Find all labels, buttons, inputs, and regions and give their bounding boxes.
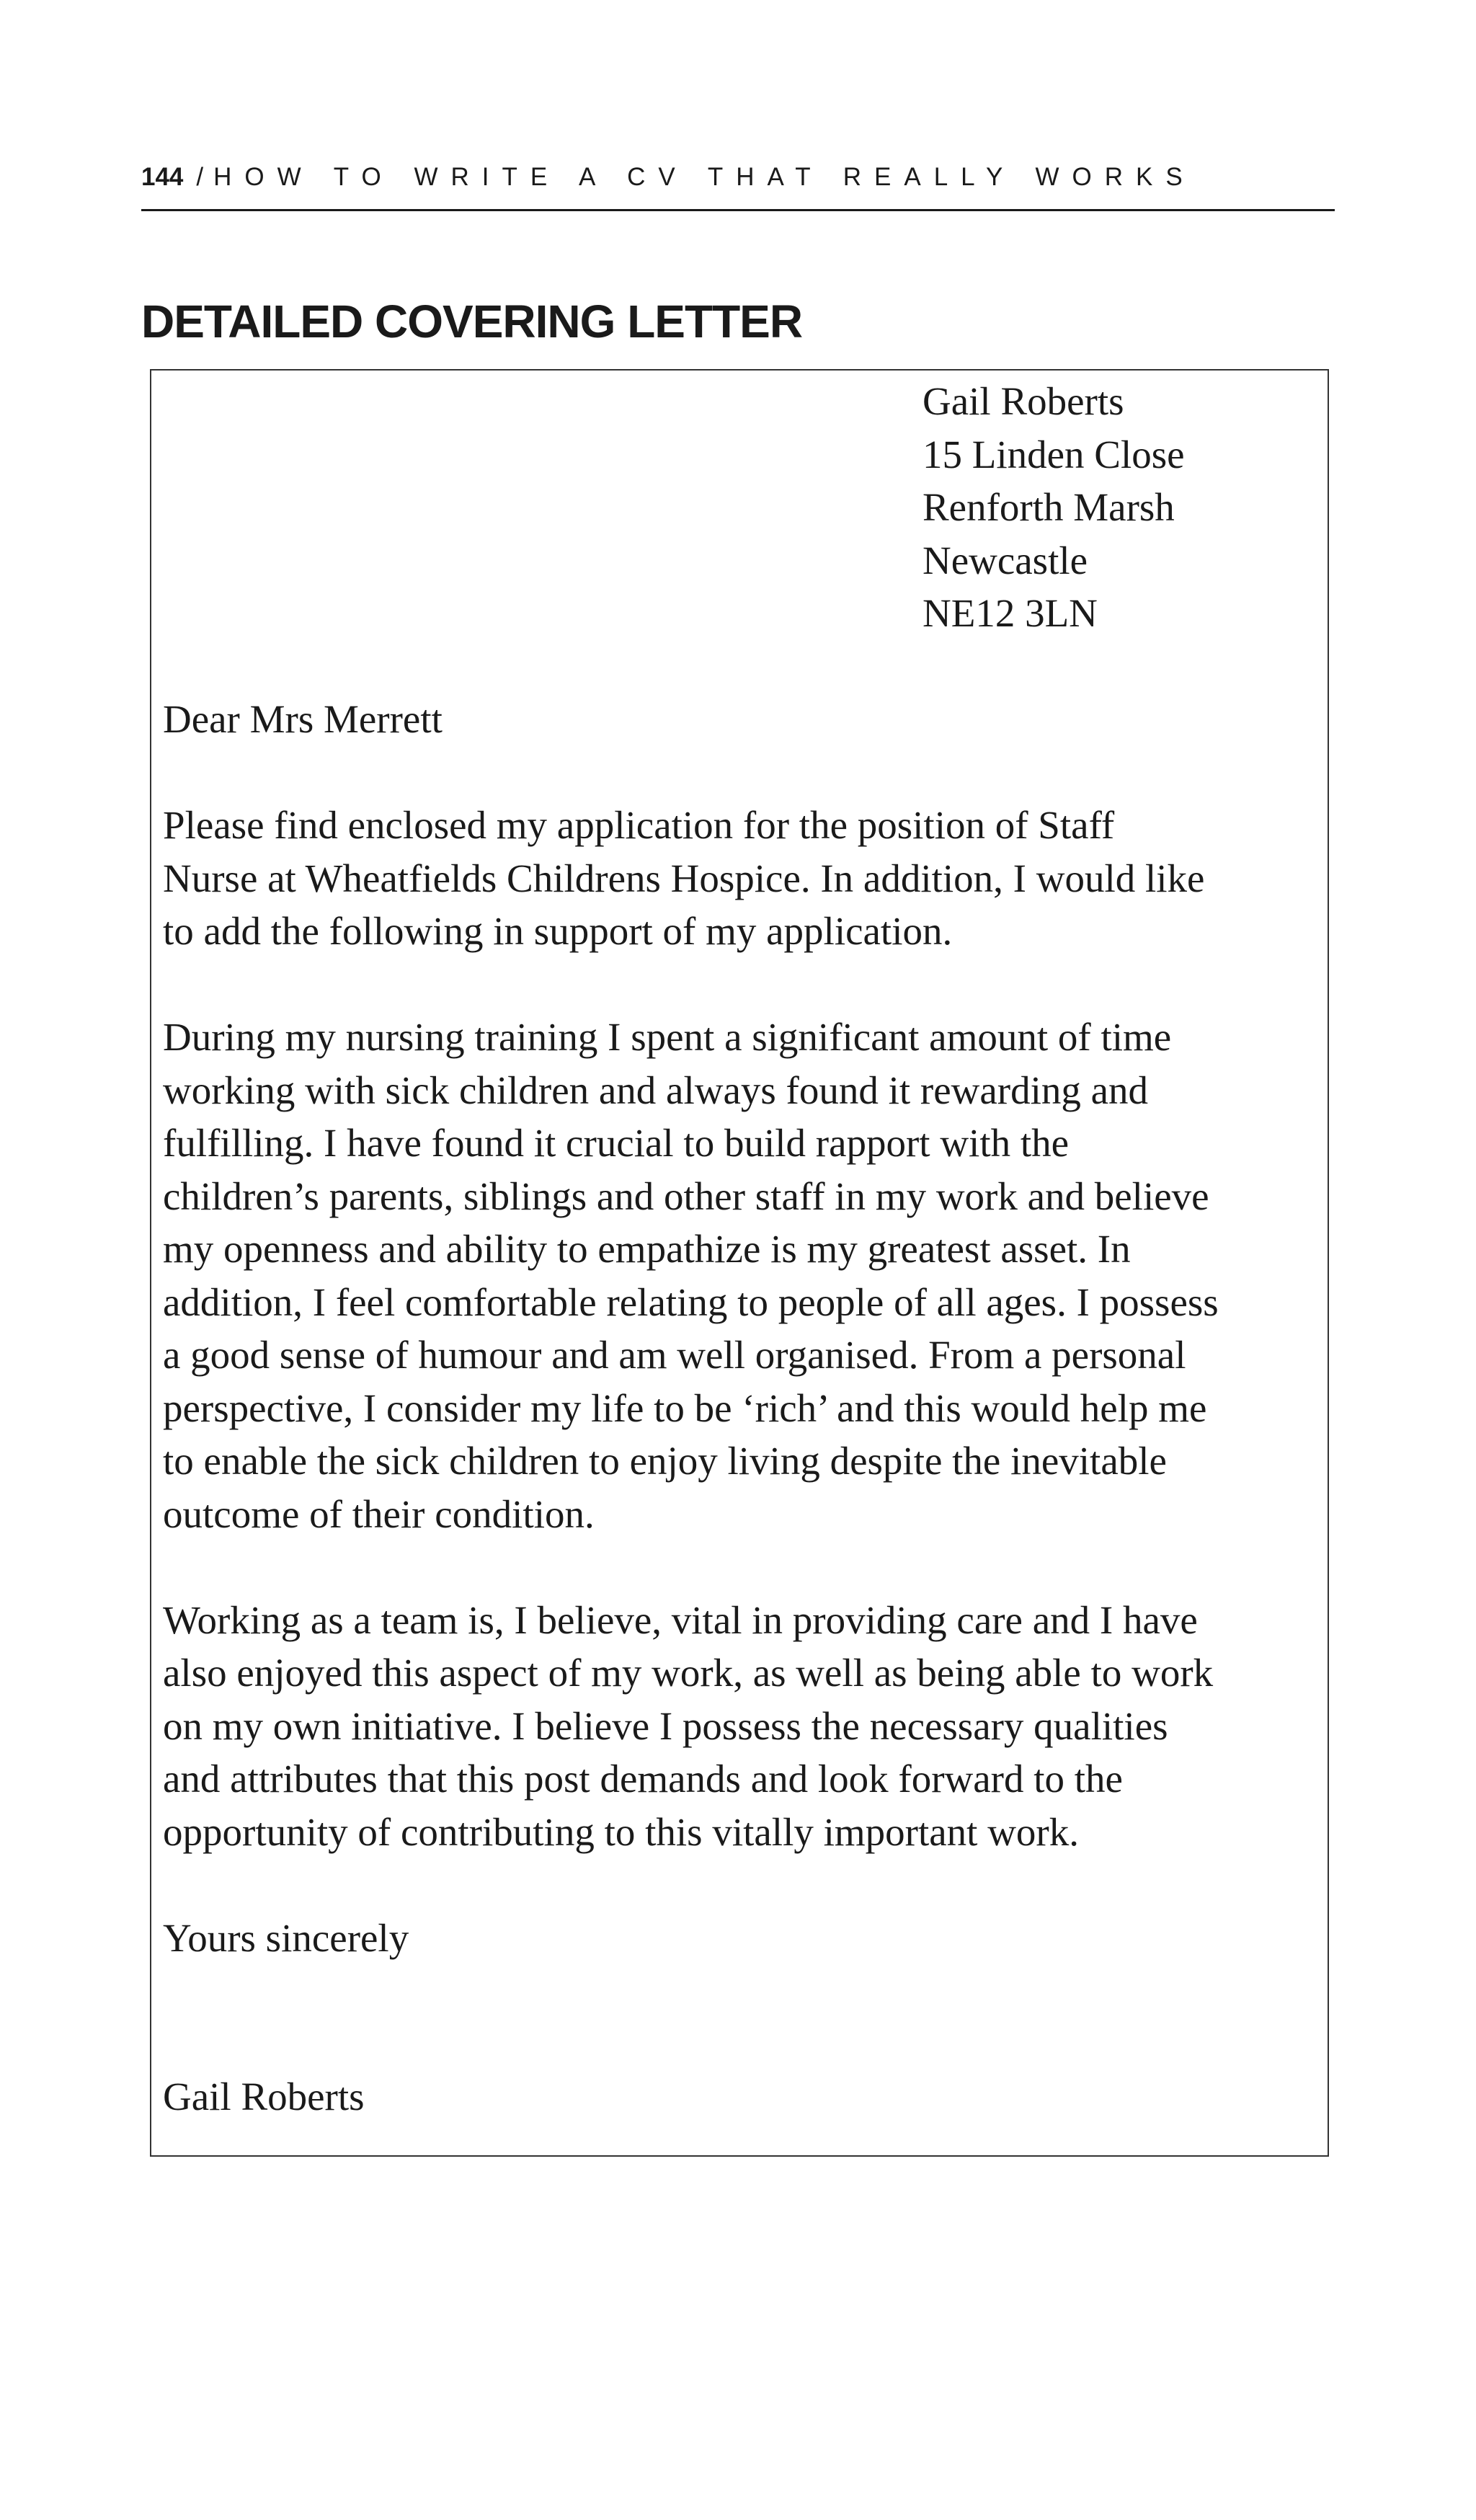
paragraph-line: Working as a team is, I believe, vital in providing care and I have <box>163 1597 1198 1642</box>
sender-address <box>922 375 1330 640</box>
paragraph-line: addition, I feel comfortable relating to people of all ages. I possess <box>163 1279 1219 1324</box>
salutation: Dear Mrs Merrett <box>163 697 443 741</box>
paragraph-line: working with sick children and always found it rewarding and <box>163 1068 1149 1112</box>
paragraph-line: fulfilling. I have found it crucial to build rapport with the <box>163 1121 1070 1165</box>
letter-box <box>150 369 1329 2157</box>
closing: Yours sincerely <box>163 1915 409 1960</box>
signature-name: Gail Roberts <box>163 2075 365 2119</box>
paragraph-1 <box>163 799 1330 958</box>
book-title: HOW TO WRITE A CV THAT REALLY WORKS <box>213 163 1196 191</box>
address-postcode: NE12 3LN <box>922 591 1098 635</box>
paragraph-line: opportunity of contributing to this vitally important work. <box>163 1809 1079 1854</box>
paragraph-line: to enable the sick children to enjoy living despite the inevitable <box>163 1439 1167 1483</box>
paragraph-line: During my nursing training I spent a significant amount of time <box>163 1015 1172 1059</box>
letter-body <box>163 375 1330 2124</box>
address-name: Gail Roberts <box>922 379 1124 423</box>
address-city: Newcastle <box>922 538 1088 582</box>
paragraph-line: to add the following in support of my application. <box>163 909 953 953</box>
header-separator: / <box>196 163 204 191</box>
address-street: 15 Linden Close <box>922 432 1185 476</box>
paragraph-line: also enjoyed this aspect of my work, as well as being able to work <box>163 1651 1214 1695</box>
paragraph-line: Nurse at Wheatfields Childrens Hospice. In addition, I would like <box>163 856 1205 900</box>
paragraph-line: perspective, I consider my life to be ‘rich’ and this would help me <box>163 1385 1207 1430</box>
running-header <box>141 160 1196 195</box>
paragraph-line: and attributes that this post demands and look forward to the <box>163 1757 1123 1801</box>
paragraph-3 <box>163 1594 1330 1859</box>
paragraph-line: on my own initiative. I believe I possess the necessary qualities <box>163 1703 1168 1748</box>
paragraph-line: outcome of their condition. <box>163 1491 595 1536</box>
paragraph-line: Please find enclosed my application for the position of Staff <box>163 803 1115 847</box>
paragraph-2 <box>163 1011 1330 1540</box>
paragraph-line: my openness and ability to empathize is my greatest asset. In <box>163 1227 1131 1271</box>
page-number: 144 <box>141 163 184 191</box>
paragraph-line: a good sense of humour and am well organised. From a personal <box>163 1333 1186 1377</box>
header-rule <box>141 209 1335 211</box>
section-heading: DETAILED COVERING LETTER <box>141 296 803 347</box>
paragraph-line: children’s parents, siblings and other staff in my work and believe <box>163 1174 1209 1218</box>
address-area: Renforth Marsh <box>922 485 1175 529</box>
